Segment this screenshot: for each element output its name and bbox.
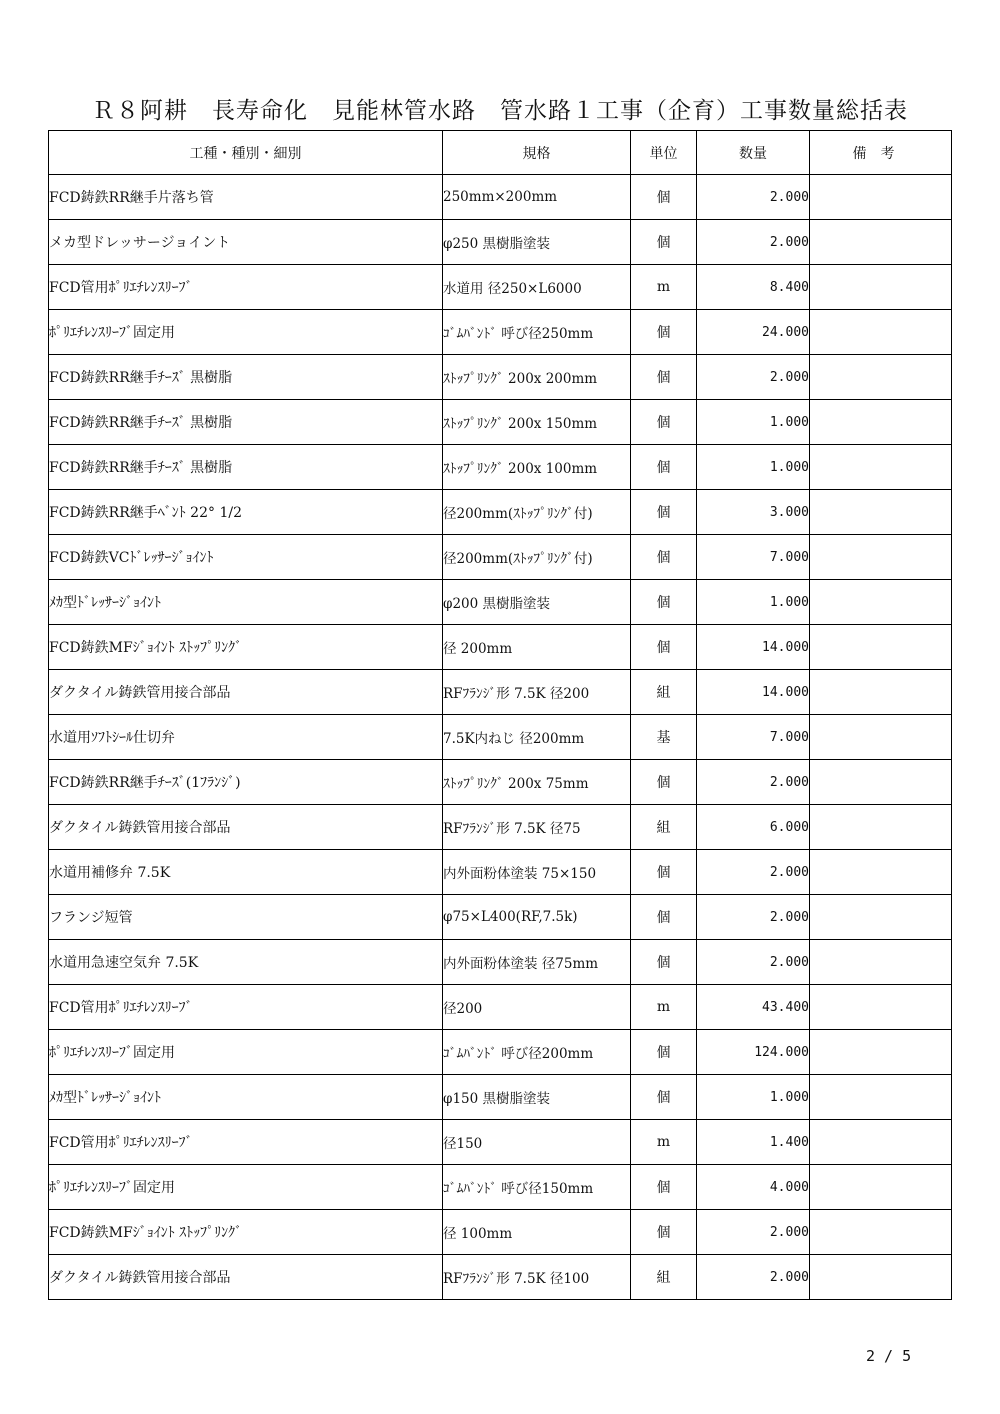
cell-work-type: FCD鋳鉄MFｼﾞｮｲﾝﾄ ｽﾄｯﾌﾟﾘﾝｸﾞ <box>49 625 443 670</box>
cell-quantity: 1.000 <box>697 445 810 490</box>
cell-work-type: ﾒｶ型ﾄﾞﾚｯｻｰｼﾞｮｲﾝﾄ <box>49 580 443 625</box>
cell-quantity: 2.000 <box>697 895 810 940</box>
cell-remarks <box>810 1120 952 1165</box>
cell-quantity: 2.000 <box>697 1255 810 1300</box>
cell-quantity: 4.000 <box>697 1165 810 1210</box>
cell-unit: 個 <box>631 1165 697 1210</box>
table-row <box>49 220 952 265</box>
cell-specification: ｺﾞﾑﾊﾞﾝﾄﾞ 呼び径150mm <box>443 1165 631 1210</box>
cell-remarks <box>810 1255 952 1300</box>
table-row <box>49 895 952 940</box>
cell-quantity: 3.000 <box>697 490 810 535</box>
cell-specification: 内外面粉体塗装 径75mm <box>443 940 631 985</box>
cell-specification: ｺﾞﾑﾊﾞﾝﾄﾞ 呼び径250mm <box>443 310 631 355</box>
cell-specification: 径200mm(ｽﾄｯﾌﾟﾘﾝｸﾞ付) <box>443 535 631 580</box>
cell-unit: 個 <box>631 355 697 400</box>
table-row <box>49 175 952 220</box>
cell-quantity: 1.000 <box>697 400 810 445</box>
cell-work-type: ダクタイル鋳鉄管用接合部品 <box>49 1255 443 1300</box>
cell-specification: RFﾌﾗﾝｼﾞ形 7.5K 径75 <box>443 805 631 850</box>
cell-specification: ｺﾞﾑﾊﾞﾝﾄﾞ 呼び径200mm <box>443 1030 631 1075</box>
cell-specification: 径 100mm <box>443 1210 631 1255</box>
table-row <box>49 400 952 445</box>
cell-unit: 個 <box>631 1075 697 1120</box>
cell-specification: RFﾌﾗﾝｼﾞ形 7.5K 径200 <box>443 670 631 715</box>
cell-specification: ｽﾄｯﾌﾟﾘﾝｸﾞ 200x 200mm <box>443 355 631 400</box>
cell-quantity: 2.000 <box>697 175 810 220</box>
cell-quantity: 14.000 <box>697 625 810 670</box>
cell-quantity: 2.000 <box>697 850 810 895</box>
cell-remarks <box>810 175 952 220</box>
cell-unit: 個 <box>631 490 697 535</box>
table-row <box>49 355 952 400</box>
header-unit: 単位 <box>631 131 697 175</box>
table-row <box>49 805 952 850</box>
cell-quantity: 2.000 <box>697 760 810 805</box>
page-number: 2 / 5 <box>866 1347 912 1365</box>
cell-unit: m <box>631 265 697 310</box>
document-title: Ｒ８阿耕 長寿命化 見能林管水路 管水路１工事（企育）工事数量総括表 <box>92 98 908 124</box>
cell-specification: ｽﾄｯﾌﾟﾘﾝｸﾞ 200x 100mm <box>443 445 631 490</box>
cell-remarks <box>810 760 952 805</box>
cell-remarks <box>810 1210 952 1255</box>
header-quantity: 数量 <box>697 131 810 175</box>
cell-remarks <box>810 940 952 985</box>
cell-quantity: 7.000 <box>697 715 810 760</box>
cell-unit: 個 <box>631 625 697 670</box>
cell-unit: 個 <box>631 1030 697 1075</box>
cell-unit: 個 <box>631 760 697 805</box>
cell-remarks <box>810 220 952 265</box>
cell-remarks <box>810 715 952 760</box>
cell-quantity: 6.000 <box>697 805 810 850</box>
cell-work-type: FCD管用ﾎﾟﾘｴﾁﾚﾝｽﾘｰﾌﾞ <box>49 985 443 1030</box>
cell-unit: m <box>631 985 697 1030</box>
cell-unit: 個 <box>631 445 697 490</box>
cell-specification: 径200mm(ｽﾄｯﾌﾟﾘﾝｸﾞ付) <box>443 490 631 535</box>
cell-remarks <box>810 1075 952 1120</box>
cell-remarks <box>810 805 952 850</box>
cell-remarks <box>810 310 952 355</box>
cell-unit: 組 <box>631 805 697 850</box>
cell-quantity: 24.000 <box>697 310 810 355</box>
cell-quantity: 1.000 <box>697 1075 810 1120</box>
cell-quantity: 43.400 <box>697 985 810 1030</box>
cell-remarks <box>810 400 952 445</box>
cell-unit: 個 <box>631 895 697 940</box>
table-row <box>49 490 952 535</box>
cell-work-type: ﾎﾟﾘｴﾁﾚﾝｽﾘｰﾌﾞ固定用 <box>49 1165 443 1210</box>
cell-work-type: FCD鋳鉄RR継手ﾁｰｽﾞ(1ﾌﾗﾝｼﾞ) <box>49 760 443 805</box>
cell-quantity: 2.000 <box>697 355 810 400</box>
cell-work-type: フランジ短管 <box>49 895 443 940</box>
table-row <box>49 310 952 355</box>
cell-quantity: 1.400 <box>697 1120 810 1165</box>
cell-work-type: FCD鋳鉄RR継手ﾍﾞﾝﾄ 22° 1/2 <box>49 490 443 535</box>
cell-unit: 組 <box>631 670 697 715</box>
cell-work-type: FCD管用ﾎﾟﾘｴﾁﾚﾝｽﾘｰﾌﾞ <box>49 265 443 310</box>
table-row <box>49 670 952 715</box>
cell-work-type: ﾎﾟﾘｴﾁﾚﾝｽﾘｰﾌﾞ固定用 <box>49 310 443 355</box>
table-row <box>49 940 952 985</box>
cell-remarks <box>810 490 952 535</box>
cell-remarks <box>810 1165 952 1210</box>
table-header-row <box>49 131 952 175</box>
cell-remarks <box>810 850 952 895</box>
cell-work-type: FCD鋳鉄RR継手ﾁｰｽﾞ 黒樹脂 <box>49 445 443 490</box>
cell-remarks <box>810 535 952 580</box>
cell-work-type: FCD鋳鉄RR継手ﾁｰｽﾞ 黒樹脂 <box>49 400 443 445</box>
cell-remarks <box>810 670 952 715</box>
table-body <box>49 175 952 1300</box>
cell-specification: φ200 黒樹脂塗装 <box>443 580 631 625</box>
cell-unit: 個 <box>631 400 697 445</box>
cell-unit: 個 <box>631 580 697 625</box>
cell-specification: 径150 <box>443 1120 631 1165</box>
cell-work-type: FCD鋳鉄RR継手片落ち管 <box>49 175 443 220</box>
cell-remarks <box>810 580 952 625</box>
cell-quantity: 2.000 <box>697 220 810 265</box>
cell-specification: φ150 黒樹脂塗装 <box>443 1075 631 1120</box>
cell-remarks <box>810 625 952 670</box>
table-row <box>49 1210 952 1255</box>
cell-unit: 個 <box>631 220 697 265</box>
table-row <box>49 1075 952 1120</box>
table-row <box>49 1120 952 1165</box>
header-work-type: 工種・種別・細別 <box>49 131 443 175</box>
table-row <box>49 265 952 310</box>
cell-quantity: 2.000 <box>697 1210 810 1255</box>
cell-work-type: FCD鋳鉄MFｼﾞｮｲﾝﾄ ｽﾄｯﾌﾟﾘﾝｸﾞ <box>49 1210 443 1255</box>
cell-work-type: 水道用急速空気弁 7.5K <box>49 940 443 985</box>
cell-work-type: FCD鋳鉄RR継手ﾁｰｽﾞ 黒樹脂 <box>49 355 443 400</box>
table-row <box>49 580 952 625</box>
cell-remarks <box>810 265 952 310</box>
cell-unit: 個 <box>631 310 697 355</box>
cell-specification: φ250 黒樹脂塗装 <box>443 220 631 265</box>
table-row <box>49 850 952 895</box>
cell-specification: ｽﾄｯﾌﾟﾘﾝｸﾞ 200x 75mm <box>443 760 631 805</box>
cell-work-type: ﾒｶ型ﾄﾞﾚｯｻｰｼﾞｮｲﾝﾄ <box>49 1075 443 1120</box>
header-specification: 規格 <box>443 131 631 175</box>
table-row <box>49 535 952 580</box>
cell-specification: ｽﾄｯﾌﾟﾘﾝｸﾞ 200x 150mm <box>443 400 631 445</box>
table-row <box>49 1165 952 1210</box>
table-row <box>49 1255 952 1300</box>
cell-remarks <box>810 895 952 940</box>
cell-work-type: ﾎﾟﾘｴﾁﾚﾝｽﾘｰﾌﾞ固定用 <box>49 1030 443 1075</box>
cell-quantity: 1.000 <box>697 580 810 625</box>
table-row <box>49 1030 952 1075</box>
cell-unit: 組 <box>631 1255 697 1300</box>
cell-unit: 個 <box>631 535 697 580</box>
cell-specification: RFﾌﾗﾝｼﾞ形 7.5K 径100 <box>443 1255 631 1300</box>
cell-work-type: FCD鋳鉄VCﾄﾞﾚｯｻｰｼﾞｮｲﾝﾄ <box>49 535 443 580</box>
cell-work-type: ダクタイル鋳鉄管用接合部品 <box>49 670 443 715</box>
cell-work-type: メカ型ドレッサージョイント <box>49 220 443 265</box>
cell-unit: 個 <box>631 1210 697 1255</box>
cell-work-type: 水道用補修弁 7.5K <box>49 850 443 895</box>
cell-work-type: ダクタイル鋳鉄管用接合部品 <box>49 805 443 850</box>
cell-unit: 個 <box>631 940 697 985</box>
cell-remarks <box>810 1030 952 1075</box>
table-row <box>49 625 952 670</box>
cell-specification: 水道用 径250×L6000 <box>443 265 631 310</box>
cell-quantity: 14.000 <box>697 670 810 715</box>
cell-quantity: 2.000 <box>697 940 810 985</box>
cell-work-type: FCD管用ﾎﾟﾘｴﾁﾚﾝｽﾘｰﾌﾞ <box>49 1120 443 1165</box>
cell-specification: 径 200mm <box>443 625 631 670</box>
quantity-summary-table <box>48 130 952 1300</box>
cell-specification: 径200 <box>443 985 631 1030</box>
cell-remarks <box>810 985 952 1030</box>
cell-specification: φ75×L400(RF,7.5k) <box>443 895 631 940</box>
cell-specification: 7.5K内ねじ 径200mm <box>443 715 631 760</box>
cell-unit: 個 <box>631 850 697 895</box>
header-remarks: 備考 <box>810 131 952 175</box>
table-row <box>49 760 952 805</box>
cell-quantity: 124.000 <box>697 1030 810 1075</box>
cell-unit: m <box>631 1120 697 1165</box>
cell-remarks <box>810 445 952 490</box>
table-row <box>49 985 952 1030</box>
cell-unit: 個 <box>631 175 697 220</box>
cell-remarks <box>810 355 952 400</box>
cell-specification: 内外面粉体塗装 75×150 <box>443 850 631 895</box>
table-row <box>49 445 952 490</box>
table-row <box>49 715 952 760</box>
cell-work-type: 水道用ｿﾌﾄｼｰﾙ仕切弁 <box>49 715 443 760</box>
cell-quantity: 7.000 <box>697 535 810 580</box>
cell-quantity: 8.400 <box>697 265 810 310</box>
cell-unit: 基 <box>631 715 697 760</box>
cell-specification: 250mm×200mm <box>443 175 631 220</box>
